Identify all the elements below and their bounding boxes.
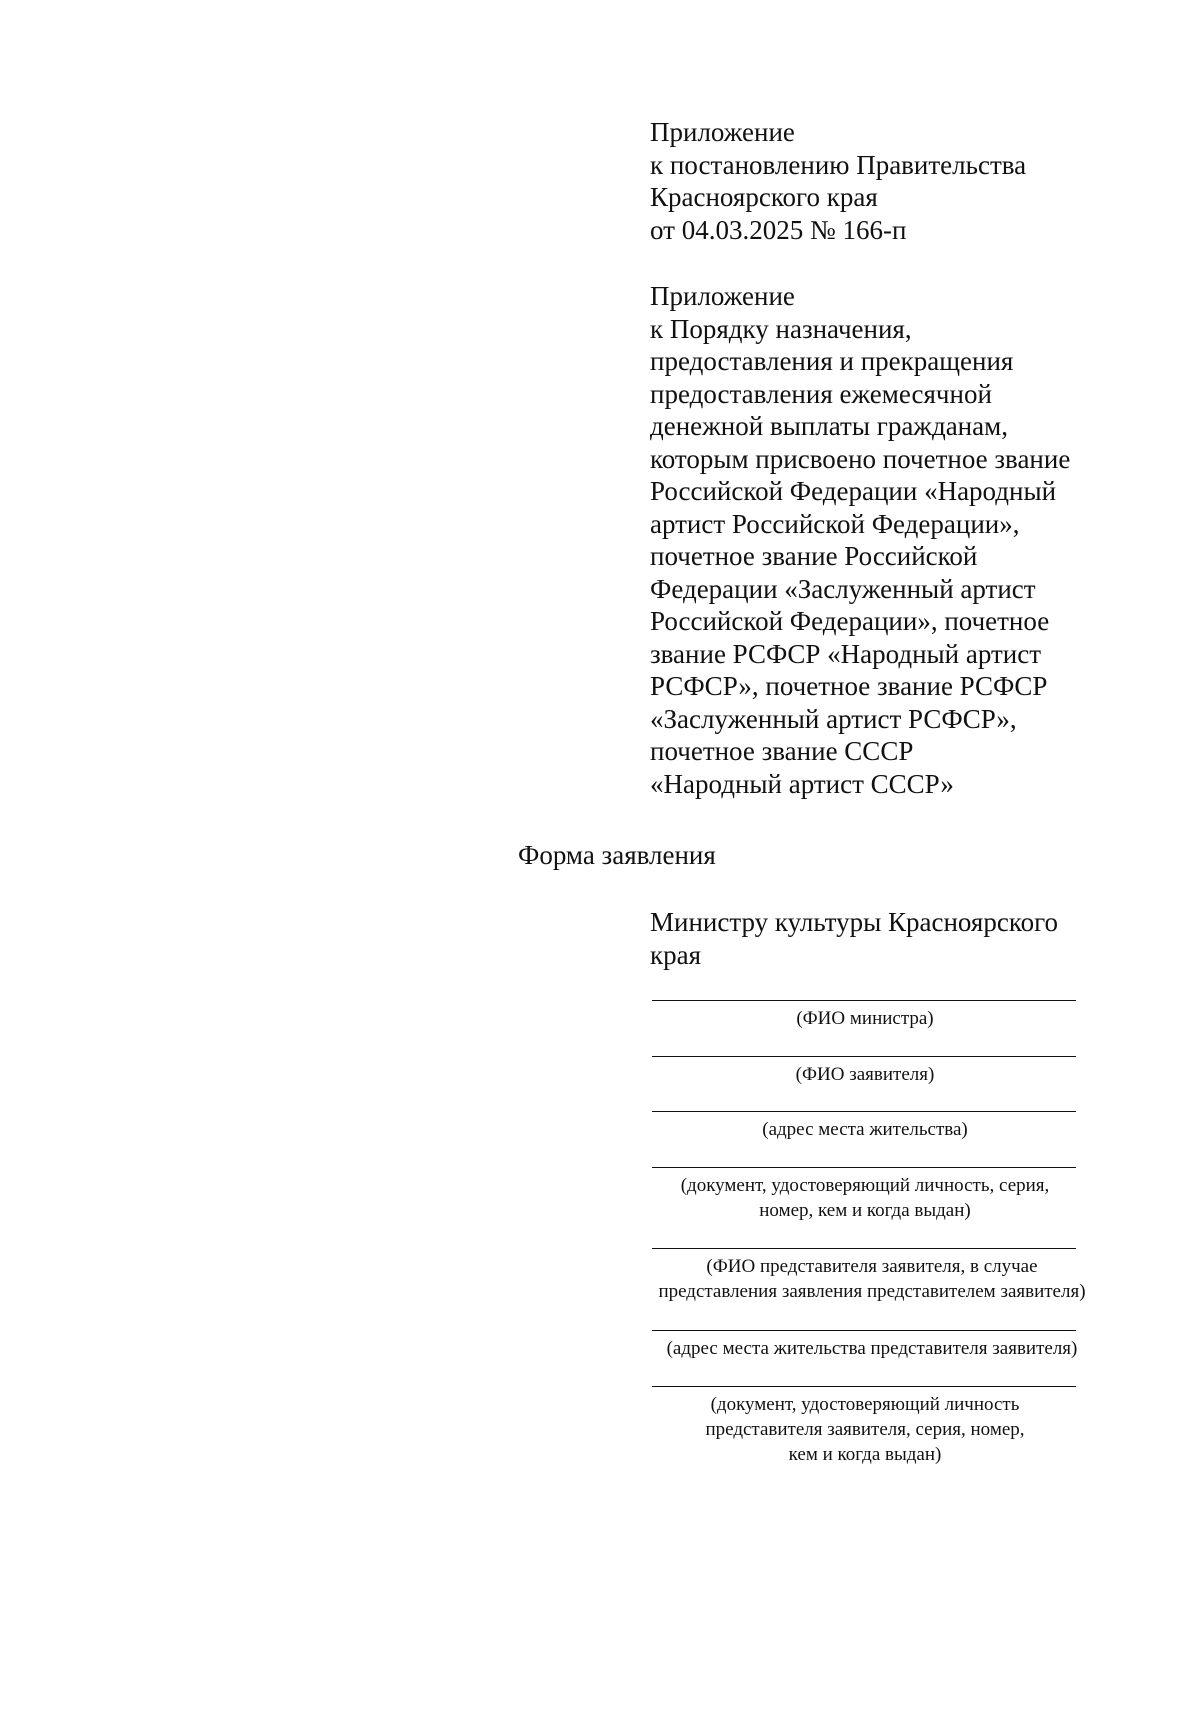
appendix-2-line: Российской Федерации «Народный (650, 476, 1057, 506)
appendix-2-line: Федерации «Заслуженный артист (650, 573, 1036, 604)
addressee-block (650, 906, 1120, 971)
appendix-2-line: Российской Федерации», почетное (650, 606, 1050, 636)
fill-line[interactable] (652, 1167, 1076, 1168)
caption-line: (документ, удостоверяющий личность, серия, (680, 1175, 1050, 1196)
field-caption (650, 1006, 1080, 1031)
caption-line: представителя заявителя, серия, номер, (705, 1419, 1025, 1440)
fill-line[interactable] (652, 1330, 1076, 1331)
caption-line: представления заявления представителем заявителя) (658, 1281, 1086, 1302)
appendix-2-line: почетное звание СССР (650, 736, 914, 766)
caption-line: номер, кем и когда выдан) (759, 1200, 971, 1221)
fill-line[interactable] (652, 1056, 1076, 1057)
caption-line: кем и когда выдан) (788, 1444, 942, 1465)
applicant-address-field[interactable] (650, 1111, 1080, 1142)
appendix-2-line: почетное звание Российской (650, 541, 978, 571)
caption-line: (документ, удостоверяющий личность (710, 1394, 1020, 1415)
caption-line: (адрес места жительства представителя заявителя) (666, 1338, 1078, 1359)
appendix-2-line: предоставления и прекращения (650, 346, 1014, 376)
addressee-line: Министру культуры Красноярского (650, 907, 1058, 937)
appendix-2-line: денежной выплаты гражданам, (650, 411, 1008, 441)
representative-address-field[interactable] (650, 1330, 1080, 1361)
fill-line[interactable] (652, 1000, 1076, 1001)
appendix-2-line: предоставления ежемесячной (650, 378, 992, 409)
appendix-header-procedure (650, 280, 1120, 800)
appendix-2-line: к Порядку назначения, (650, 313, 912, 344)
field-caption (642, 1254, 1102, 1304)
form-title: Форма заявления (518, 840, 716, 870)
appendix-2-line: РСФСР», почетное звание РСФСР (650, 671, 1048, 701)
fill-line[interactable] (652, 1111, 1076, 1112)
field-caption (650, 1173, 1080, 1223)
field-caption (650, 1062, 1080, 1087)
applicant-name-field[interactable] (650, 1056, 1080, 1087)
field-caption (650, 1117, 1080, 1142)
appendix-1-line: к постановлению Правительства (650, 149, 1027, 180)
caption-line: (ФИО заявителя) (795, 1064, 935, 1085)
appendix-2-line: которым присвоено почетное звание (650, 443, 1071, 474)
caption-line: (ФИО министра) (796, 1008, 934, 1029)
representative-name-field[interactable] (650, 1248, 1086, 1304)
representative-id-document-field[interactable] (650, 1386, 1080, 1467)
applicant-id-document-field[interactable] (650, 1167, 1080, 1223)
appendix-2-line: артист Российской Федерации», (650, 508, 1020, 539)
appendix-2-line: звание РСФСР «Народный артист (650, 638, 1042, 669)
appendix-1-line: Красноярского края (650, 182, 878, 212)
appendix-1-line: от 04.03.2025 № 166-п (650, 214, 907, 245)
appendix-2-line: «Заслуженный артист РСФСР», (650, 703, 1017, 734)
appendix-2-line: Приложение (650, 281, 795, 311)
field-caption (642, 1336, 1102, 1361)
addressee-line: края (650, 939, 702, 970)
appendix-header-government-decree (650, 116, 1120, 246)
fill-line[interactable] (652, 1248, 1076, 1249)
appendix-1-line: Приложение (650, 117, 795, 147)
caption-line: (ФИО представителя заявителя, в случае (706, 1256, 1038, 1277)
fill-line[interactable] (652, 1386, 1076, 1387)
minister-name-field[interactable] (650, 1000, 1080, 1031)
appendix-2-line: «Народный артист СССР» (650, 768, 954, 799)
field-caption (650, 1392, 1080, 1467)
caption-line: (адрес места жительства) (762, 1119, 968, 1140)
